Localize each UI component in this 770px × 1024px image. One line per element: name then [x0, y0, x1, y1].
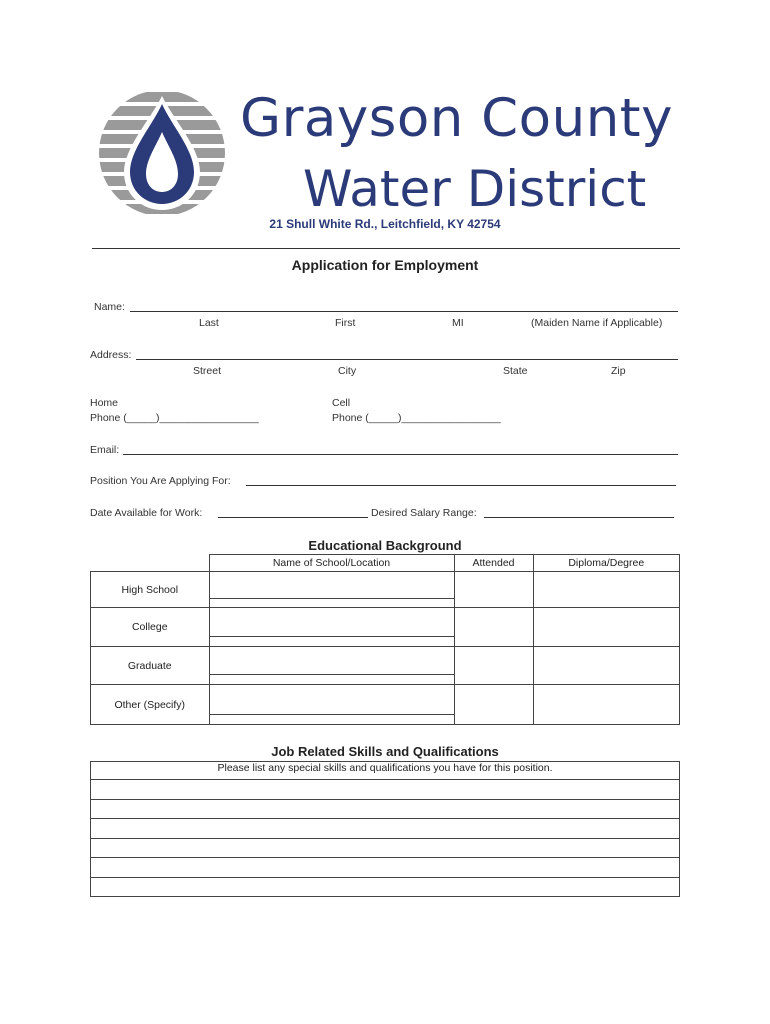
skills-input-row[interactable]: [91, 877, 680, 897]
diploma-cell[interactable]: [533, 685, 680, 725]
cell-label: Cell: [332, 397, 351, 409]
diploma-cell[interactable]: [533, 572, 680, 608]
table-row: [91, 572, 680, 608]
school-name-cell[interactable]: [209, 685, 454, 725]
email-field[interactable]: [123, 443, 678, 455]
attended-cell[interactable]: [454, 608, 533, 647]
school-name-cell[interactable]: [209, 572, 454, 608]
skills-line: [91, 838, 680, 858]
skills-line: [91, 819, 680, 839]
address-sub-street: Street: [193, 365, 222, 377]
skills-input-row[interactable]: [91, 819, 680, 839]
column-diploma: Diploma/Degree: [533, 555, 680, 572]
attended-cell[interactable]: [454, 572, 533, 608]
address-field[interactable]: [136, 348, 678, 360]
address-sub-city: City: [338, 365, 357, 377]
name-sub-last: Last: [199, 317, 219, 329]
skills-input-row[interactable]: [91, 799, 680, 819]
name-field[interactable]: [130, 300, 678, 312]
row-label-high-school: High School: [91, 572, 210, 608]
attended-cell[interactable]: [454, 685, 533, 725]
skills-heading: Job Related Skills and Qualifications: [271, 744, 499, 759]
home-phone-field[interactable]: Phone (_____)_________________: [90, 412, 259, 424]
position-field[interactable]: [246, 474, 676, 486]
home-label: Home: [90, 397, 119, 409]
name-sub-mi: MI: [452, 317, 464, 329]
org-name-line1: Grayson County: [240, 88, 673, 149]
table-row: [91, 608, 680, 647]
row-label-graduate: Graduate: [91, 647, 210, 685]
skills-input-row[interactable]: [91, 838, 680, 858]
table-row: [91, 647, 680, 685]
skills-line: [91, 877, 680, 897]
name-label: Name:: [94, 301, 125, 313]
education-header-row: [91, 555, 680, 572]
divider: [92, 248, 680, 249]
education-heading: Educational Background: [308, 538, 462, 553]
water-drop-logo: [96, 90, 228, 216]
diploma-cell[interactable]: [533, 608, 680, 647]
attended-cell[interactable]: [454, 647, 533, 685]
org-address: 21 Shull White Rd., Leitchfield, KY 42754: [269, 217, 501, 231]
row-label-college: College: [91, 608, 210, 647]
skills-input-row[interactable]: [91, 780, 680, 800]
salary-label: Desired Salary Range:: [371, 507, 477, 519]
row-label-other: Other (Specify): [91, 685, 210, 725]
date-available-label: Date Available for Work:: [90, 507, 203, 519]
date-available-field[interactable]: [218, 506, 368, 518]
cell-phone-field[interactable]: Phone (_____)_________________: [332, 412, 501, 424]
school-name-cell[interactable]: [209, 647, 454, 685]
name-sub-first: First: [335, 317, 356, 329]
column-school: Name of School/Location: [209, 555, 454, 572]
salary-field[interactable]: [484, 506, 674, 518]
address-sub-zip: Zip: [611, 365, 626, 377]
org-name-line2: Water District: [303, 160, 647, 218]
email-label: Email:: [90, 444, 120, 456]
table-row: [91, 685, 680, 725]
skills-input-row[interactable]: [91, 858, 680, 878]
school-name-cell[interactable]: [209, 608, 454, 647]
skills-line: [91, 799, 680, 819]
address-label: Address:: [90, 349, 132, 361]
skills-line: [91, 858, 680, 878]
diploma-cell[interactable]: [533, 647, 680, 685]
education-corner-cell: [91, 555, 210, 572]
skills-table: [90, 761, 680, 897]
skills-instruction-row: [91, 762, 680, 780]
skills-line: [91, 780, 680, 800]
name-sub-maiden: (Maiden Name if Applicable): [531, 317, 663, 329]
column-attended: Attended: [454, 555, 533, 572]
education-table: [90, 554, 680, 725]
position-label: Position You Are Applying For:: [90, 475, 231, 487]
address-sub-state: State: [503, 365, 528, 377]
skills-instruction: Please list any special skills and qualifications you have for this position.: [91, 762, 680, 780]
form-title: Application for Employment: [291, 257, 479, 273]
